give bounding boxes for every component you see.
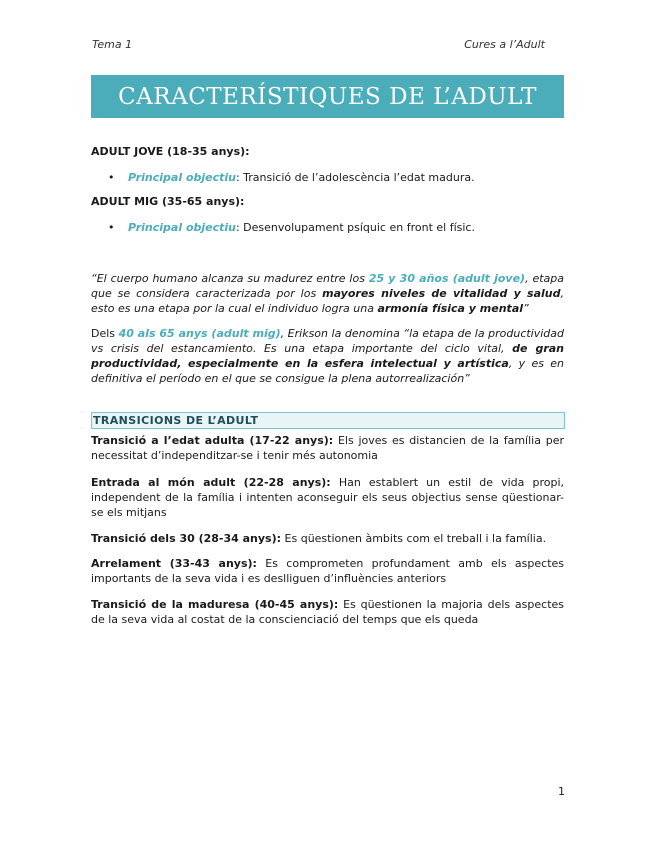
quote1-highlight: 25 y 30 años (adult jove) bbox=[368, 272, 526, 285]
adult-jove-label: Principal objectiu bbox=[128, 171, 236, 184]
transition-text: Es comprometen profundament amb els aspectes importants de la seva vida i es deslliguen d’influències anteriors bbox=[91, 557, 565, 585]
transition-text: Els joves es distancien de la família per necessitat d’independitzar-se i tenir més autonomia bbox=[91, 434, 564, 462]
page-title: CARACTERÍSTIQUES DE L’ADULT bbox=[91, 75, 564, 118]
adult-mig-bullet bbox=[91, 220, 564, 235]
transition-label: Transició a l’edat adulta (17-22 anys): bbox=[91, 434, 334, 447]
adult-jove-section bbox=[91, 144, 564, 185]
adult-mig-section bbox=[91, 194, 564, 235]
transition-text: Han establert un estil de vida propi, independent de la família i intenten aconseguir els seus objectius sense qüestionar-se els mitjans bbox=[91, 476, 565, 519]
transition-item bbox=[91, 531, 564, 546]
quote1-part3: , esto es una etapa por la cual el individuo logra una bbox=[91, 287, 564, 315]
header-left: Tema 1 bbox=[92, 38, 133, 51]
quote-adult-mig bbox=[91, 326, 564, 386]
transition-label: Transició dels 30 (28-34 anys): bbox=[91, 532, 282, 545]
transition-label: Transició de la maduresa (40-45 anys): bbox=[91, 598, 339, 611]
transition-item bbox=[91, 433, 564, 463]
quote2-highlight: 40 als 65 anys (adult mig) bbox=[118, 327, 281, 340]
header-right: Cures a l’Adult bbox=[464, 38, 545, 51]
quote2-part1: Dels bbox=[91, 327, 119, 340]
adult-mig-heading: ADULT MIG (35-65 anys): bbox=[91, 195, 245, 208]
quote2-part2: , Erikson la denomina “la etapa de la productividad vs crisis del estancamiento. Es una etapa importante del ciclo vital, bbox=[91, 327, 565, 355]
bullet-icon: • bbox=[108, 171, 115, 184]
adult-jove-text: : Transició de l’adolescència l’edat madura. bbox=[235, 171, 475, 184]
transition-item bbox=[91, 556, 564, 586]
adult-mig-text: : Desenvolupament psíquic en front el físic. bbox=[235, 221, 475, 234]
transition-item bbox=[91, 475, 564, 520]
transition-label: Arrelament (33-43 anys): bbox=[91, 557, 257, 570]
adult-jove-bullet bbox=[91, 170, 564, 185]
quote1-part4: ” bbox=[523, 302, 529, 315]
transition-label: Entrada al món adult (22-28 anys): bbox=[91, 476, 331, 489]
quote1-bold1: mayores niveles de vitalidad y salud bbox=[322, 287, 561, 300]
adult-jove-heading: ADULT JOVE (18-35 anys): bbox=[91, 145, 250, 158]
transition-item bbox=[91, 597, 564, 627]
quote1-part2: , etapa que se considera caracterizada por los bbox=[91, 272, 564, 300]
quote1-part1: “El cuerpo humano alcanza su madurez entre los bbox=[91, 272, 369, 285]
quote1-bold2: armonía física y mental bbox=[377, 302, 524, 315]
quote-adult-jove bbox=[91, 271, 564, 316]
bullet-icon: • bbox=[108, 221, 115, 234]
page-number: 1 bbox=[558, 785, 565, 798]
section-title-transicions: TRANSICIONS DE L’ADULT bbox=[91, 412, 565, 429]
adult-mig-label: Principal objectiu bbox=[128, 221, 236, 234]
transition-text: Es qüestionen àmbits com el treball i la família. bbox=[281, 532, 547, 545]
transition-text: Es qüestionen la majoria dels aspectes de la seva vida al costat de la conscienciació del temps que els queda bbox=[91, 598, 564, 626]
quote2-part3: , y es en definitiva el período en el que se consigue la plena autorrealización” bbox=[91, 357, 565, 385]
quote2-bold1: de gran productividad, especialmente en la esfera intelectual y artística bbox=[91, 342, 564, 370]
